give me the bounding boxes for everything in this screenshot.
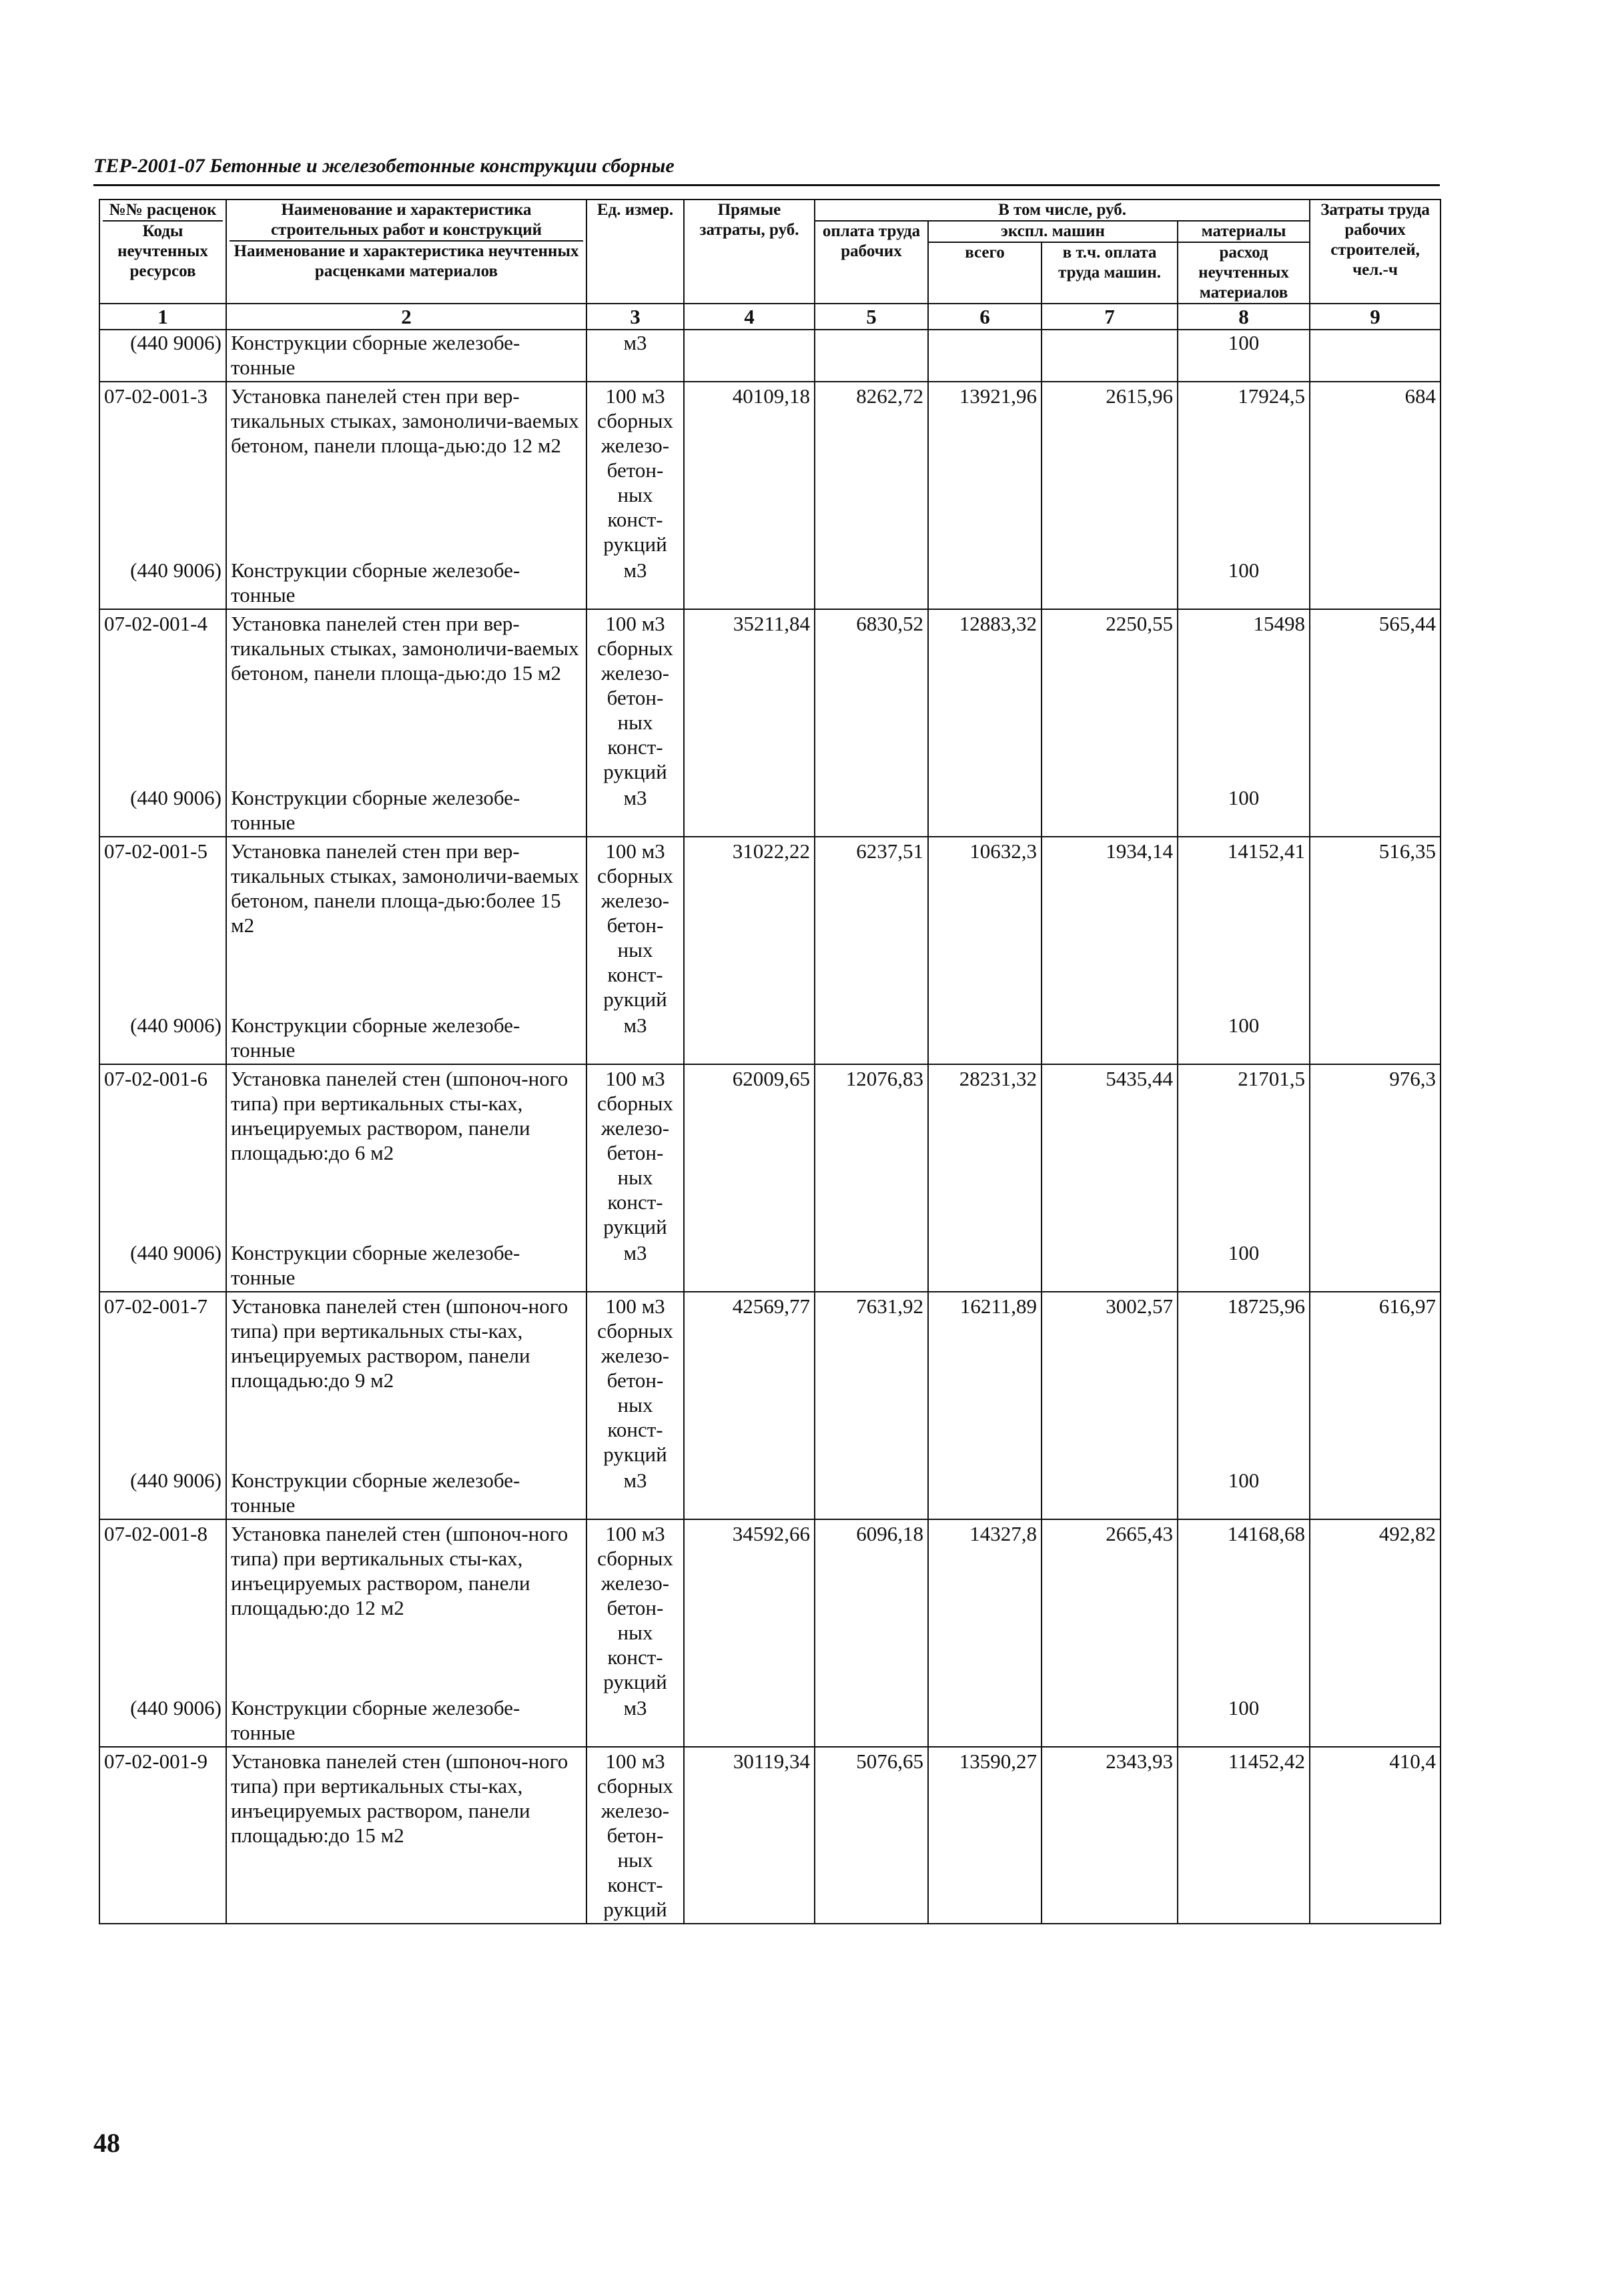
- work-name: Установка панелей стен при вер-тикальных стыках, замоноличи-ваемых бетоном, панели площа-дью:до 12 м2: [226, 382, 586, 558]
- resource-materials: 100: [1178, 558, 1310, 609]
- resource-unit: м3: [586, 330, 684, 382]
- machines-total: 13590,27: [928, 1747, 1042, 1924]
- resource-name: Конструкции сборные железобе-тонные: [226, 1468, 586, 1519]
- resource-name: Конструкции сборные железобе-тонные: [226, 1240, 586, 1292]
- table-row: [99, 1064, 1441, 1240]
- table-row: [99, 1519, 1441, 1695]
- machines-total: 13921,96: [928, 382, 1042, 558]
- resource-unit: м3: [586, 1468, 684, 1519]
- materials: 17924,5: [1178, 382, 1310, 558]
- resource-unit: м3: [586, 1013, 684, 1064]
- table-body: [99, 304, 1441, 1924]
- resource-row: [99, 330, 1441, 382]
- rate-code: 07-02-001-6: [99, 1064, 226, 1240]
- resource-row: [99, 558, 1441, 609]
- labor-pay: 8262,72: [815, 382, 928, 558]
- labor-cost: 516,35: [1310, 837, 1441, 1013]
- resource-name: Конструкции сборные железобе-тонные: [226, 330, 586, 382]
- materials: 21701,5: [1178, 1064, 1310, 1240]
- rates-table: [99, 199, 1441, 1924]
- resource-row: [99, 785, 1441, 837]
- resource-name: Конструкции сборные железобе-тонные: [226, 1013, 586, 1064]
- resource-code: (440 9006): [99, 1695, 226, 1747]
- page-number: 48: [93, 2128, 120, 2158]
- resource-unit: м3: [586, 1695, 684, 1747]
- machines-total: 12883,32: [928, 609, 1042, 785]
- direct-costs: 35211,84: [684, 609, 815, 785]
- labor-pay: 6096,18: [815, 1519, 928, 1695]
- labor-cost: 616,97: [1310, 1292, 1441, 1468]
- rate-code: 07-02-001-3: [99, 382, 226, 558]
- direct-costs: 62009,65: [684, 1064, 815, 1240]
- materials: 14168,68: [1178, 1519, 1310, 1695]
- direct-costs: 34592,66: [684, 1519, 815, 1695]
- resource-materials: 100: [1178, 330, 1310, 382]
- direct-costs: 42569,77: [684, 1292, 815, 1468]
- table-row: [99, 837, 1441, 1013]
- page-header: ТЕР-2001-07 Бетонные и железобетонные конструкции сборные: [93, 155, 675, 177]
- materials: 14152,41: [1178, 837, 1310, 1013]
- labor-cost: 410,4: [1310, 1747, 1441, 1924]
- header-materials-sub: расход неучтенных материалов: [1178, 242, 1310, 304]
- labor-pay: 5076,65: [815, 1747, 928, 1924]
- materials: 18725,96: [1178, 1292, 1310, 1468]
- header-names: [226, 200, 586, 304]
- table-header: [99, 200, 1441, 304]
- resource-code: (440 9006): [99, 1013, 226, 1064]
- resource-name: Конструкции сборные железобе-тонные: [226, 785, 586, 837]
- header-material-name: Наименование и характеристика неучтенных расценками материалов: [234, 242, 579, 280]
- work-name: Установка панелей стен (шпоноч-ного типа) при вертикальных сты-ках, инъецируемых раствором, панели площадью:до 9 м2: [226, 1292, 586, 1468]
- direct-costs: 31022,22: [684, 837, 815, 1013]
- resource-materials: 100: [1178, 1695, 1310, 1747]
- table-row: [99, 1747, 1441, 1924]
- resource-name: Конструкции сборные железобе-тонные: [226, 1695, 586, 1747]
- table-row: [99, 609, 1441, 785]
- resource-unit: м3: [586, 1240, 684, 1292]
- machines-total: 16211,89: [928, 1292, 1042, 1468]
- resource-row: [99, 1240, 1441, 1292]
- unit: 100 м3 сборных железо-бетон-ных конст-рукций: [586, 609, 684, 785]
- header-rate-numbers: №№ расценок: [103, 200, 223, 222]
- header-including: В том числе, руб.: [815, 200, 1310, 221]
- resource-materials: 100: [1178, 1240, 1310, 1292]
- resource-materials: 100: [1178, 1013, 1310, 1064]
- labor-cost: 565,44: [1310, 609, 1441, 785]
- column-number: 1: [99, 304, 226, 330]
- resource-unit: м3: [586, 785, 684, 837]
- resource-unit: м3: [586, 558, 684, 609]
- unit: 100 м3 сборных железо-бетон-ных конст-рукций: [586, 1064, 684, 1240]
- labor-cost: 684: [1310, 382, 1441, 558]
- resource-row: [99, 1013, 1441, 1064]
- header-labor-cost: Затраты труда рабочих строителей, чел.-ч: [1310, 200, 1441, 304]
- rate-code: 07-02-001-5: [99, 837, 226, 1013]
- column-number: 5: [815, 304, 928, 330]
- unit: 100 м3 сборных железо-бетон-ных конст-рукций: [586, 1519, 684, 1695]
- resource-row: [99, 1695, 1441, 1747]
- work-name: Установка панелей стен (шпоноч-ного типа) при вертикальных сты-ках, инъецируемых раствором, панели площадью:до 15 м2: [226, 1747, 586, 1924]
- direct-costs: 30119,34: [684, 1747, 815, 1924]
- unit: 100 м3 сборных железо-бетон-ных конст-рукций: [586, 837, 684, 1013]
- work-name: Установка панелей стен при вер-тикальных стыках, замоноличи-ваемых бетоном, панели площа-дью:до 15 м2: [226, 609, 586, 785]
- table-row: [99, 382, 1441, 558]
- rate-code: 07-02-001-8: [99, 1519, 226, 1695]
- materials: 15498: [1178, 609, 1310, 785]
- header-machines-labor: в т.ч. оплата труда машин.: [1042, 242, 1178, 304]
- machines-labor: 3002,57: [1042, 1292, 1178, 1468]
- labor-pay: 12076,83: [815, 1064, 928, 1240]
- machines-labor: 1934,14: [1042, 837, 1178, 1013]
- rate-code: 07-02-001-9: [99, 1747, 226, 1924]
- column-number: 3: [586, 304, 684, 330]
- header-materials: материалы: [1178, 221, 1310, 242]
- machines-total: 14327,8: [928, 1519, 1042, 1695]
- column-number-row: [99, 304, 1441, 330]
- column-number: 7: [1042, 304, 1178, 330]
- resource-materials: 100: [1178, 1468, 1310, 1519]
- header-direct-costs: Прямые затраты, руб.: [684, 200, 815, 304]
- header-labor-pay: оплата труда рабочих: [815, 221, 928, 304]
- column-number: 9: [1310, 304, 1441, 330]
- machines-labor: 2343,93: [1042, 1747, 1178, 1924]
- work-name: Установка панелей стен при вер-тикальных стыках, замоноличи-ваемых бетоном, панели площа-дью:более 15 м2: [226, 837, 586, 1013]
- labor-cost: 976,3: [1310, 1064, 1441, 1240]
- resource-materials: 100: [1178, 785, 1310, 837]
- table-row: [99, 1292, 1441, 1468]
- rate-code: 07-02-001-7: [99, 1292, 226, 1468]
- column-number: 4: [684, 304, 815, 330]
- machines-labor: 2665,43: [1042, 1519, 1178, 1695]
- header-codes: [99, 200, 226, 304]
- resource-code: (440 9006): [99, 558, 226, 609]
- header-rule: [93, 184, 1440, 186]
- unit: 100 м3 сборных железо-бетон-ных конст-рукций: [586, 382, 684, 558]
- resource-row: [99, 1468, 1441, 1519]
- resource-code: (440 9006): [99, 1468, 226, 1519]
- column-number: 8: [1178, 304, 1310, 330]
- labor-pay: 6830,52: [815, 609, 928, 785]
- unit: 100 м3 сборных железо-бетон-ных конст-рукций: [586, 1292, 684, 1468]
- unit: 100 м3 сборных железо-бетон-ных конст-рукций: [586, 1747, 684, 1924]
- column-number: 2: [226, 304, 586, 330]
- header-work-name: Наименование и характеристика строительных работ и конструкций: [230, 200, 583, 242]
- machines-labor: 5435,44: [1042, 1064, 1178, 1240]
- header-resource-codes: Коды неучтенных ресурсов: [117, 222, 208, 280]
- labor-pay: 6237,51: [815, 837, 928, 1013]
- machines-total: 10632,3: [928, 837, 1042, 1013]
- header-machines: экспл. машин: [928, 221, 1178, 242]
- machines-total: 28231,32: [928, 1064, 1042, 1240]
- machines-labor: 2250,55: [1042, 609, 1178, 785]
- direct-costs: 40109,18: [684, 382, 815, 558]
- header-unit: Ед. измер.: [586, 200, 684, 304]
- labor-cost: 492,82: [1310, 1519, 1441, 1695]
- header-machines-total: всего: [928, 242, 1042, 304]
- rate-code: 07-02-001-4: [99, 609, 226, 785]
- resource-name: Конструкции сборные железобе-тонные: [226, 558, 586, 609]
- work-name: Установка панелей стен (шпоноч-ного типа) при вертикальных сты-ках, инъецируемых раствором, панели площадью:до 6 м2: [226, 1064, 586, 1240]
- labor-pay: 7631,92: [815, 1292, 928, 1468]
- resource-code: (440 9006): [99, 330, 226, 382]
- machines-labor: 2615,96: [1042, 382, 1178, 558]
- materials: 11452,42: [1178, 1747, 1310, 1924]
- resource-code: (440 9006): [99, 785, 226, 837]
- resource-code: (440 9006): [99, 1240, 226, 1292]
- column-number: 6: [928, 304, 1042, 330]
- work-name: Установка панелей стен (шпоноч-ного типа) при вертикальных сты-ках, инъецируемых раствором, панели площадью:до 12 м2: [226, 1519, 586, 1695]
